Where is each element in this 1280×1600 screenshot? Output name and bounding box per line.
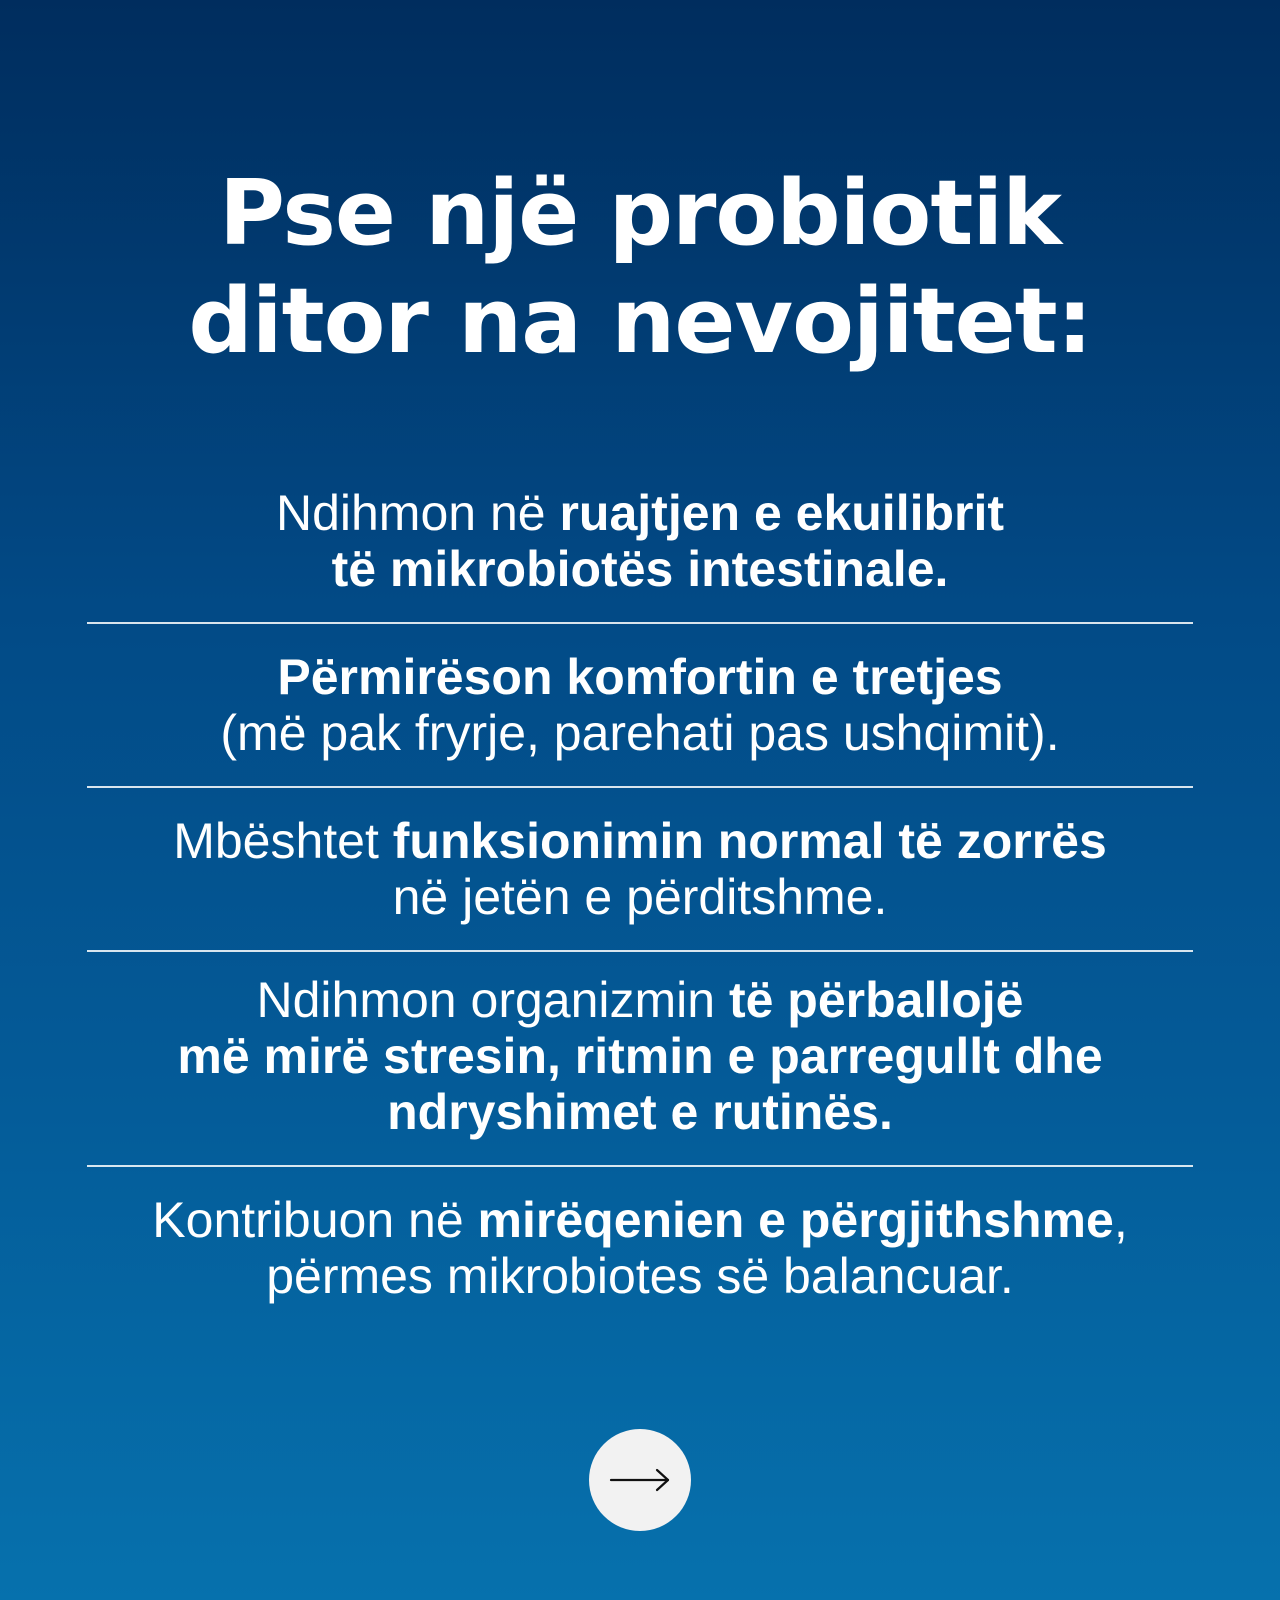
benefit-item (87, 624, 1193, 786)
benefit-highlight: Përmirëson komfortin e tretjes (277, 649, 1003, 705)
benefit-text: , (1113, 1192, 1128, 1248)
benefit-highlight: më mirë stresin, ritmin e parregullt dhe (177, 1028, 1103, 1084)
benefit-highlight: mirëqenien e përgjithshme (477, 1192, 1114, 1248)
benefit-highlight: ndryshimet e rutinës. (387, 1084, 893, 1140)
benefit-line (87, 541, 1193, 597)
benefit-line (87, 485, 1193, 541)
benefit-text: përmes mikrobiotes së balancuar. (266, 1248, 1014, 1304)
benefit-highlight: ruajtjen e ekuilibrit (559, 485, 1005, 541)
next-button[interactable] (589, 1429, 691, 1531)
benefit-item (87, 1167, 1193, 1304)
benefit-line (87, 1192, 1193, 1248)
benefit-item (87, 788, 1193, 950)
arrow-right-icon (608, 1467, 672, 1493)
page-title (0, 160, 1280, 376)
benefit-highlight: të mikrobiotës intestinale. (331, 541, 949, 597)
benefit-item (87, 485, 1193, 622)
benefit-line (87, 1248, 1193, 1304)
benefit-item (87, 952, 1193, 1165)
benefit-line (87, 1084, 1193, 1140)
benefit-text: në jetën e përditshme. (392, 869, 888, 925)
benefit-text: Mbështet (173, 813, 393, 869)
benefit-highlight: funksionimin normal të zorrës (392, 813, 1107, 869)
benefit-line (87, 869, 1193, 925)
benefits-list (87, 485, 1193, 1304)
title-line-1: Pse një probiotik (218, 161, 1062, 266)
title-line-2: ditor na nevojitet: (188, 269, 1092, 374)
benefit-text: Ndihmon organizmin (256, 972, 729, 1028)
benefit-line (87, 972, 1193, 1028)
benefit-text: Kontribuon në (152, 1192, 478, 1248)
benefit-text: (më pak fryrje, parehati pas ushqimit). (220, 705, 1060, 761)
benefit-highlight: të përballojë (728, 972, 1024, 1028)
benefit-line (87, 705, 1193, 761)
benefit-line (87, 813, 1193, 869)
benefit-line (87, 649, 1193, 705)
benefit-line (87, 1028, 1193, 1084)
benefit-text: Ndihmon në (275, 485, 560, 541)
